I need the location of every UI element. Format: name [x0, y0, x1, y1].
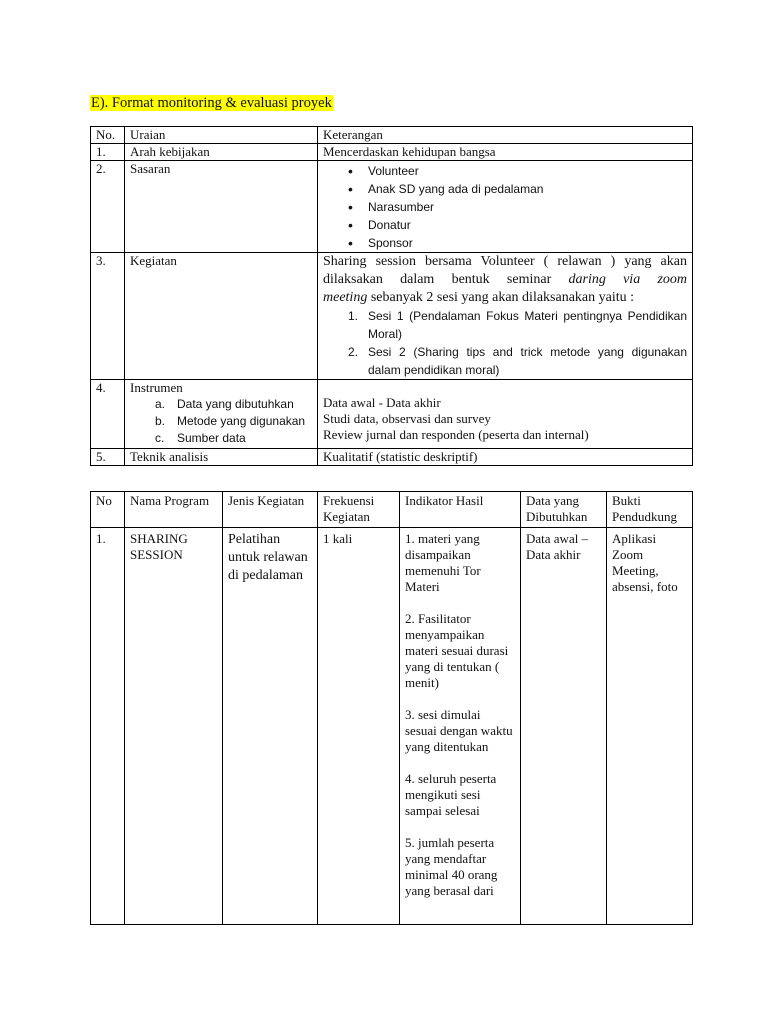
header-uraian: Uraian: [125, 127, 318, 144]
list-item: c. Sumber data: [155, 431, 246, 445]
table-header-row: No Nama Program Jenis Kegiatan Frekuensi Kegiatan Indikator Hasil Data yang Dibutuhkan Bukti Pendudkung: [91, 492, 693, 528]
list-item: 2. Sesi 2 (Sharing tips and trick metode yang digunakan dalam pendidikan moral): [348, 345, 687, 377]
list-item: a. Data yang dibutuhkan: [155, 397, 294, 411]
kegiatan-line-3: meeting sebanyak 2 sesi yang akan dilaksanakan yaitu :: [323, 290, 635, 305]
list-item: b. Metode yang digunakan: [155, 414, 306, 428]
sesi-list: [323, 307, 687, 379]
indicator-item: 1. materi yang disampaikan memenuhi Tor Materi: [405, 531, 481, 594]
header-no: No.: [91, 127, 125, 144]
table-row: 3. Kegiatan Sharing session bersama Volunteer ( relawan ) yang akan dilaksakan dalam bentuk seminar daring via zoom meeting sebanyak 2 sesi yang akan dilaksanakan yaitu : 1. Sesi 1 (Pendalaman Fokus Materi pentingnya Pendidikan Moral) 2. Sesi 2 (Sharing tips and trick metode yang digunakan dalam pendidikan moral): [91, 253, 693, 380]
table-row: 1. Arah kebijakan Mencerdaskan kehidupan bangsa: [91, 144, 693, 161]
table-row: 2. Sasaran • Volunteer • Anak SD yang ada di pedalaman • Narasumber • Donatur • Sponsor: [91, 161, 693, 253]
list-item: • Sponsor: [368, 234, 687, 252]
indicator-item: 2. Fasilitator menyampaikan materi sesuai durasi yang di tentukan ( menit): [405, 611, 509, 690]
list-item: • Narasumber: [368, 198, 687, 216]
table-row: 4. Instrumen a. Data yang dibutuhkan b. Metode yang digunakan c. Sumber data Data awal - Data akhir Studi data, observasi dan survey Review jurnal dan responden (peserta dan internal): [91, 380, 693, 449]
table-row: 5. Teknik analisis Kualitatif (statistic deskriptif): [91, 449, 693, 466]
table-row: 1. SHARING SESSION Pelatihan untuk relawan di pedalaman 1 kali 1. materi yang disampaikan memenuhi Tor Materi 2. Fasilitator menyampaikan materi sesuai durasi yang di tentukan ( menit) 3. sesi dimulai sesuai dengan waktu yang ditentukan 4. seluruh peserta mengikuti sesi sampai selesai 5. jumlah peserta yang mendaftar minimal 40 orang yang berasal dari Data awal – Data akhir Aplikasi Zoom Meeting, absensi, foto: [91, 528, 693, 925]
sasaran-list: [323, 162, 687, 252]
indicator-item: 3. sesi dimulai sesuai dengan waktu yang ditentukan: [405, 707, 513, 754]
program-table: [90, 491, 693, 925]
list-item: 1. Sesi 1 (Pendalaman Fokus Materi pentingnya Pendidikan Moral): [348, 309, 687, 341]
header-keterangan: Keterangan: [318, 127, 693, 144]
kegiatan-line-2: dilaksakan dalam bentuk seminar daring via zoom: [323, 272, 687, 287]
list-item: • Donatur: [368, 216, 687, 234]
indicator-item: 5. jumlah peserta yang mendaftar minimal 40 orang yang berasal dari: [405, 835, 498, 898]
section-heading: E). Format monitoring & evaluasi proyek: [91, 95, 332, 111]
list-item: • Anak SD yang ada di pedalaman: [368, 180, 687, 198]
list-item: • Volunteer: [368, 162, 687, 180]
table-header-row: [91, 127, 693, 144]
instrumen-list: [130, 396, 312, 447]
indikator-cell: [400, 528, 521, 925]
monitoring-table: [90, 126, 693, 466]
kegiatan-line-1: Sharing session bersama Volunteer ( relawan ) yang akan: [323, 254, 687, 269]
indicator-item: 4. seluruh peserta mengikuti sesi sampai selesai: [405, 771, 497, 818]
